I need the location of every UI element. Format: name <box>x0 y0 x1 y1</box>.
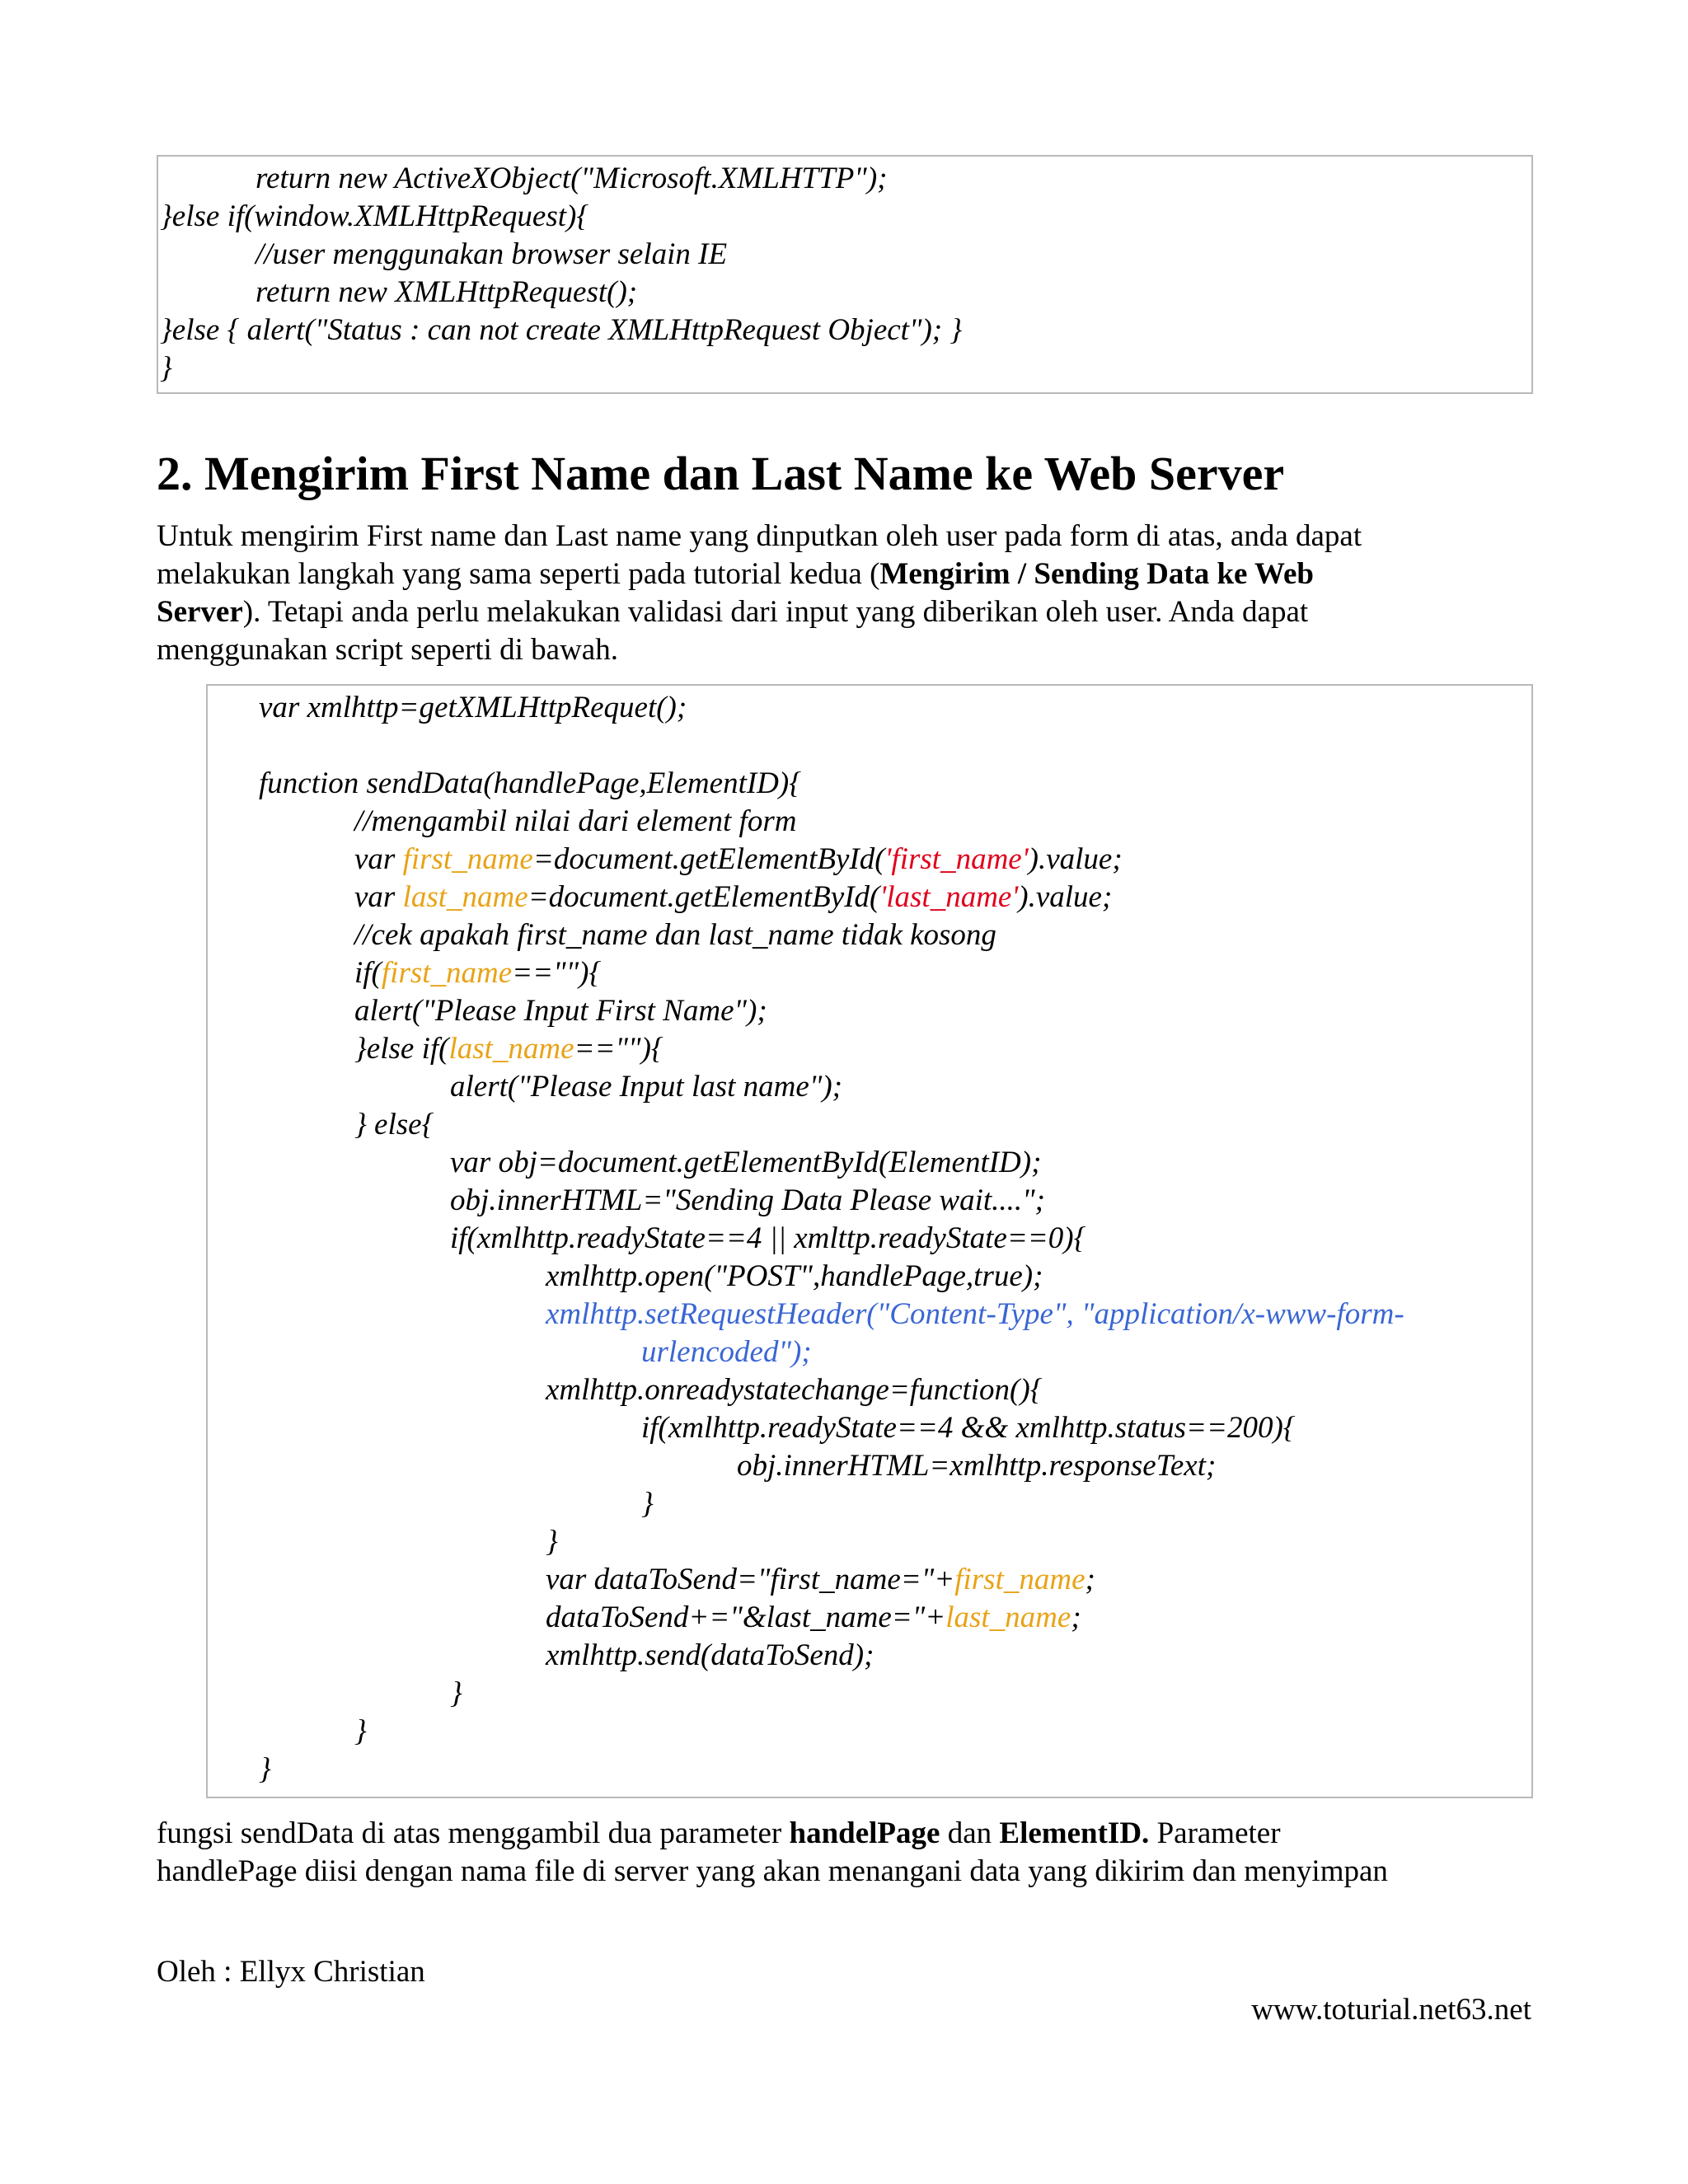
code-token: obj.innerHTML=xmlhttp.responseText; <box>737 1449 1217 1483</box>
code-token: return new ActiveXObject("Microsoft.XMLHTTP"); <box>256 162 888 195</box>
code-line <box>354 879 1112 916</box>
bold-text: Mengirim / Sending Data ke Web <box>879 557 1315 591</box>
code-token: function sendData(handlePage,ElementID){ <box>259 766 802 800</box>
code-token: }else if( <box>354 1032 449 1066</box>
code-token: urlencoded"); <box>641 1335 812 1369</box>
code-token: } <box>259 1752 271 1786</box>
code-token: if( <box>354 956 382 990</box>
code-line <box>354 954 601 992</box>
text-line <box>157 1815 1388 1853</box>
code-line <box>259 1750 271 1788</box>
code-token: if(xmlhttp.readyState==4 || xmlttp.readyState==0){ <box>450 1221 1086 1255</box>
code-token: last_name <box>945 1601 1071 1634</box>
code-line <box>546 1296 1404 1333</box>
code-token: 'first_name' <box>884 842 1029 876</box>
code-line <box>450 1068 842 1106</box>
code-token: } <box>160 351 172 385</box>
code-line <box>641 1485 654 1523</box>
code-line <box>354 1106 434 1144</box>
code-line <box>354 803 796 841</box>
code-token: var obj=document.getElementById(ElementID); <box>450 1146 1042 1179</box>
code-token: 'last_name' <box>879 880 1019 914</box>
code-token: } <box>641 1487 654 1521</box>
code-token: //mengambil nilai dari element form <box>354 804 797 838</box>
bold-text: handelPage <box>789 1816 940 1850</box>
code-line <box>546 1258 1043 1296</box>
code-token: ).value; <box>1018 880 1113 914</box>
code-line <box>354 992 767 1030</box>
author-credit: Oleh : Ellyx Christian <box>157 1955 425 1989</box>
code-token: alert("Please Input First Name"); <box>354 994 767 1028</box>
code-token: if(xmlhttp.readyState==4 && xmlhttp.status==200){ <box>641 1411 1296 1445</box>
text-line <box>157 593 1362 631</box>
code-line <box>259 689 687 727</box>
text-line <box>157 555 1362 593</box>
code-token: }else if(window.XMLHttpRequest){ <box>160 199 589 233</box>
code-token: var <box>354 842 403 876</box>
text-run: handlePage diisi dengan nama file di server yang akan menangani data yang dikirim dan menyimpan <box>157 1854 1388 1888</box>
code-token: xmlhttp.onreadystatechange=function(){ <box>546 1373 1043 1407</box>
text-run: fungsi sendData di atas menggambil dua parameter <box>157 1816 790 1850</box>
code-line <box>256 236 727 274</box>
code-line <box>259 765 801 803</box>
text-run: menggunakan script seperti di bawah. <box>157 633 618 667</box>
code-line <box>354 916 996 954</box>
code-token: first_name <box>381 956 513 990</box>
website-url: www.toturial.net63.net <box>1251 1993 1531 2027</box>
code-block-senddata <box>206 684 1533 1798</box>
code-token: ; <box>1071 1601 1081 1634</box>
code-line <box>641 1333 812 1371</box>
code-token: var xmlhttp=getXMLHttpRequet(); <box>259 691 687 724</box>
code-line <box>546 1599 1081 1637</box>
code-line <box>160 349 172 387</box>
code-line <box>450 1220 1085 1258</box>
code-line <box>737 1447 1216 1485</box>
section-heading: 2. Mengirim First Name dan Last Name ke Web Server <box>157 447 1285 500</box>
code-line <box>160 198 588 236</box>
code-token: return new XMLHttpRequest(); <box>256 275 638 309</box>
code-token: first_name <box>402 842 533 876</box>
closing-paragraph <box>157 1815 1388 1891</box>
code-line <box>546 1371 1043 1409</box>
code-token: last_name <box>448 1032 574 1066</box>
text-line <box>157 518 1362 555</box>
code-token: =document.getElementById( <box>532 842 885 876</box>
code-token: =document.getElementById( <box>528 880 880 914</box>
intro-paragraph <box>157 518 1362 669</box>
bold-text: ElementID. <box>999 1816 1150 1850</box>
code-token: xmlhttp.setRequestHeader("Content-Type", "application/x-www-form- <box>546 1297 1404 1331</box>
code-line <box>450 1675 462 1713</box>
code-token: var dataToSend="first_name="+ <box>546 1563 955 1596</box>
code-token: ).value; <box>1028 842 1123 876</box>
code-token: //user menggunakan browser selain IE <box>256 237 728 271</box>
text-line <box>157 631 1362 669</box>
code-line <box>160 312 962 349</box>
text-run: Parameter <box>1149 1816 1281 1850</box>
text-run: Untuk mengirim First name dan Last name yang dinputkan oleh user pada form di atas, anda dapat <box>157 519 1362 553</box>
text-run: dan <box>940 1816 1000 1850</box>
code-token: var <box>354 880 403 914</box>
code-token: } <box>546 1525 558 1558</box>
code-line <box>546 1637 874 1675</box>
code-token: } else{ <box>354 1108 434 1141</box>
code-token: obj.innerHTML="Sending Data Please wait...."; <box>450 1183 1046 1217</box>
code-token: dataToSend+="&last_name="+ <box>546 1601 946 1634</box>
code-token: ==""){ <box>574 1032 663 1066</box>
code-token: alert("Please Input last name"); <box>450 1070 842 1104</box>
code-token: } <box>354 1714 367 1748</box>
code-token: first_name <box>954 1563 1085 1596</box>
code-line <box>256 160 888 198</box>
code-token: ; <box>1085 1563 1095 1596</box>
code-token: ==""){ <box>512 956 602 990</box>
code-line <box>256 274 637 312</box>
code-line <box>450 1182 1045 1220</box>
text-run: ). Tetapi anda perlu melakukan validasi dari input yang diberikan oleh user. Anda dapat <box>242 595 1309 629</box>
code-line <box>641 1409 1296 1447</box>
code-line <box>546 1561 1095 1599</box>
code-token: last_name <box>402 880 528 914</box>
code-block-top <box>157 155 1533 394</box>
code-token: xmlhttp.send(dataToSend); <box>546 1638 874 1672</box>
code-token: xmlhttp.open("POST",handlePage,true); <box>546 1259 1043 1293</box>
text-line <box>157 1853 1388 1891</box>
code-line <box>546 1523 558 1561</box>
code-line <box>354 1030 663 1068</box>
bold-text: Server <box>157 595 243 629</box>
code-line <box>354 1713 367 1750</box>
code-token: }else { alert("Status : can not create XMLHttpRequest Object"); } <box>160 313 963 347</box>
code-line <box>354 841 1123 879</box>
text-run: melakukan langkah yang sama seperti pada tutorial kedua ( <box>157 557 880 591</box>
code-token: //cek apakah first_name dan last_name tidak kosong <box>354 918 996 952</box>
code-line <box>450 1144 1041 1182</box>
code-token: } <box>450 1676 462 1710</box>
